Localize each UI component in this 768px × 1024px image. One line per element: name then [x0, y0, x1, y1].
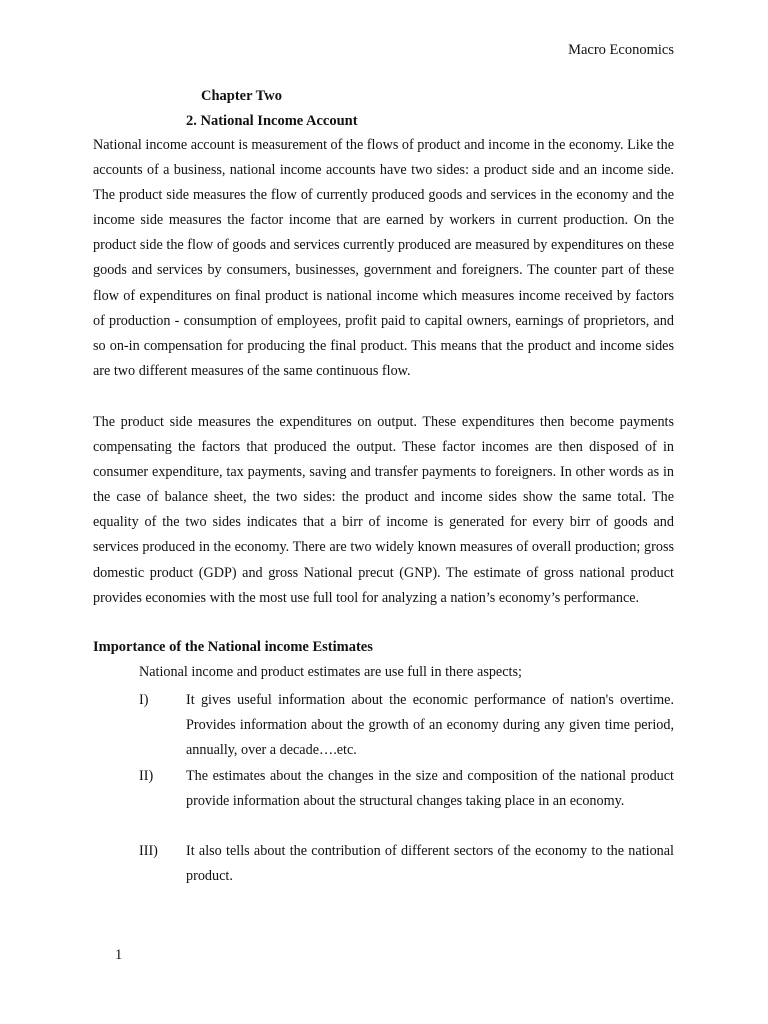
subsection-heading: Importance of the National income Estimates [93, 639, 373, 655]
list-intro: National income and product estimates are use full in there aspects; [139, 664, 522, 680]
body-paragraph: The product side measures the expenditures on output. These expenditures then become payments compensating the factors that produced the output. These factor incomes are then disposed of in consumer expenditure, tax payments, saving and transfer payments to foreigners. In other words as in the case of balance sheet, the two sides: the product and income sides show the same total. The equality of the two sides indicates that a birr of income is generated for every birr of goods and services produced in the economy. There are two widely known measures of overall production; gross domestic product (GDP) and gross National precut (GNP). The estimate of gross national product provides economies with the most use full tool for analyzing a nation’s economy’s performance. [93, 414, 674, 606]
list-item-number: II) [139, 768, 154, 784]
body-paragraph: National income account is measurement of the flows of product and income in the economy. Like the accounts of a business, national income accounts have two sides: a product side and an income side. The product side measures the flow of currently produced goods and services in the economy and the income side measures the factor income that are earned by workers in current production. On the product side the flow of goods and services currently produced are measured by expenditures on these goods and services by consumers, businesses, government and foreigners. The counter part of these flow of expenditures on final product is national income which measures income received by factors of production - consumption of employees, profit paid to capital owners, earnings of proprietors, and so on-in compensation for producing the final product. This means that the product and income sides are two different measures of the same continuous flow. [93, 137, 674, 379]
list-item-text: It gives useful information about the economic performance of nation's overtime. Provides information about the growth of an economy during any given time period, annually, over a decade….etc. [186, 692, 674, 759]
list-item-number: III) [139, 843, 158, 859]
chapter-title: Chapter Two [201, 88, 282, 104]
list-item-text: The estimates about the changes in the size and composition of the national product provide information about the structural changes taking place in an economy. [186, 768, 674, 810]
page-number: 1 [115, 947, 123, 963]
section-title: 2. National Income Account [186, 113, 358, 129]
running-header: Macro Economics [568, 42, 674, 58]
list-item-text: It also tells about the contribution of different sectors of the economy to the national product. [186, 843, 674, 885]
list-item-number: I) [139, 692, 149, 708]
